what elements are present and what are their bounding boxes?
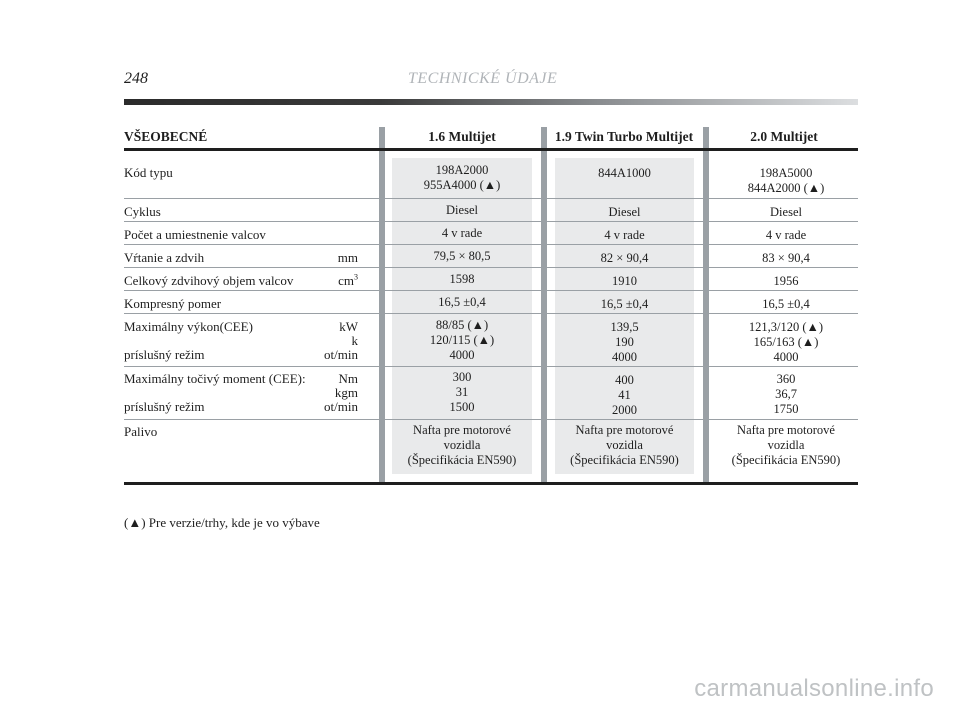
row-label-fuel [124, 425, 358, 439]
row-unit: kW [339, 319, 358, 334]
row-sub-unit: ot/min [324, 399, 358, 414]
cell-line: 4 v rade [604, 228, 645, 242]
table-cell [555, 320, 694, 365]
table-cell [714, 274, 858, 289]
footnote: (▲) Pre verzie/trhy, kde je vo výbave [124, 515, 320, 530]
row-label-text: Celkový zdvihový objem valcov [124, 273, 294, 288]
cell-line: Nafta pre motorové [575, 423, 674, 437]
table-cell [555, 166, 694, 181]
cell-line: 83 × 90,4 [762, 251, 810, 265]
watermark: carmanualsonline.info [694, 675, 934, 702]
cell-line: 844A1000 [598, 166, 651, 180]
table-cell [714, 297, 858, 312]
cell-line: (Špecifikácia EN590) [731, 453, 841, 467]
cell-line: 1500 [449, 400, 475, 414]
row-label-text: Maximálny točivý moment (CEE): [124, 371, 306, 386]
row-label-cycle [124, 205, 358, 219]
cell-line: 121,3/120 (▲) [748, 320, 824, 334]
cell-line: 79,5 × 80,5 [433, 249, 491, 263]
cell-line: vozidla [767, 438, 805, 452]
row-unit-secondary: k [351, 333, 358, 348]
table-cell [392, 163, 532, 193]
cell-line: 165/163 (▲) [753, 335, 819, 349]
table-cell [714, 251, 858, 266]
table-header-label: VŠEOBECNÉ [124, 129, 208, 144]
column-header-1-9-twin-turbo: 1.9 Twin Turbo Multijet [554, 129, 694, 144]
row-label-text: Kompresný pomer [124, 296, 222, 311]
table-cell [714, 228, 858, 243]
cell-line: 955A4000 (▲) [423, 178, 501, 192]
row-label-text: Maximálny výkon(CEE) [124, 319, 253, 334]
table-top-rule [124, 148, 858, 151]
row-rule [124, 198, 858, 199]
cell-line: 400 [615, 373, 634, 387]
row-rule [124, 267, 858, 268]
unit-text: cm [338, 273, 354, 288]
table-cell [392, 370, 532, 415]
row-rule [124, 313, 858, 314]
table-cell [555, 251, 694, 266]
row-label-text: Palivo [124, 424, 158, 439]
cell-line: Diesel [608, 205, 641, 219]
row-label-text: Cyklus [124, 204, 161, 219]
column-separator [541, 127, 547, 485]
cell-line: 139,5 [610, 320, 639, 334]
row-rule [124, 419, 858, 420]
cell-line: 2000 [612, 403, 637, 417]
table-cell [392, 318, 532, 363]
table-cell [392, 249, 532, 264]
table-cell [555, 274, 694, 289]
row-sub-label: príslušný režim [124, 347, 205, 362]
row-label-max-torque [124, 372, 358, 414]
table-cell [714, 320, 858, 365]
cell-line: 36,7 [775, 387, 797, 401]
cell-line: 4 v rade [441, 226, 483, 240]
row-label-text: Počet a umiestnenie valcov [124, 227, 266, 242]
cell-line: 16,5 ±0,4 [600, 297, 649, 311]
table-cell [714, 372, 858, 417]
header-rule [124, 99, 858, 105]
cell-line: 120/115 (▲) [429, 333, 495, 347]
cell-line: 4000 [449, 348, 475, 362]
cell-line: (Špecifikácia EN590) [570, 453, 679, 467]
row-label-text: Vŕtanie a zdvih [124, 250, 205, 265]
table-cell [392, 226, 532, 241]
column-header-2-0-multijet: 2.0 Multijet [750, 129, 818, 144]
cell-line: Nafta pre motorové [413, 423, 511, 437]
cell-line: Diesel [770, 205, 802, 219]
row-label-text: Kód typu [124, 165, 173, 180]
cell-line: 844A2000 (▲) [747, 181, 825, 195]
cell-line: 360 [776, 372, 796, 386]
cell-line: 41 [618, 388, 631, 402]
cell-line: 16,5 ±0,4 [762, 297, 810, 311]
row-sub-unit: ot/min [324, 347, 358, 362]
row-label-bore-stroke [124, 251, 358, 265]
cell-line: 1910 [612, 274, 637, 288]
section-title: TECHNICKÉ ÚDAJE [408, 70, 558, 87]
column-separator [703, 127, 709, 485]
table-cell [392, 272, 532, 287]
cell-line: 1750 [773, 402, 799, 416]
cell-line: 190 [615, 335, 634, 349]
table-cell [714, 423, 858, 468]
cell-line: Nafta pre motorové [737, 423, 835, 437]
row-rule [124, 366, 858, 367]
table-cell [555, 297, 694, 312]
row-label-compression [124, 297, 358, 311]
table-cell [555, 205, 694, 220]
row-unit: Nm [338, 371, 358, 386]
table-cell [392, 295, 532, 310]
table-cell [555, 423, 694, 468]
table-cell [392, 203, 532, 218]
cell-line: 4 v rade [765, 228, 807, 242]
cell-line: 198A5000 [759, 166, 813, 180]
table-bottom-rule [124, 482, 858, 485]
row-rule [124, 221, 858, 222]
cell-line: 82 × 90,4 [600, 251, 649, 265]
row-label-displacement [124, 274, 358, 288]
table-cell [714, 166, 858, 196]
column-separator [379, 127, 385, 485]
cell-line: 31 [455, 385, 469, 399]
cell-line: 88/85 (▲) [435, 318, 489, 332]
row-rule [124, 244, 858, 245]
cell-line: 1598 [449, 272, 475, 286]
table-cell [714, 205, 858, 220]
page-number: 248 [124, 70, 148, 87]
cell-line: 16,5 ±0,4 [438, 295, 486, 309]
row-unit: mm [337, 250, 358, 265]
cell-line: vozidla [443, 438, 481, 452]
cell-line: 4000 [612, 350, 637, 364]
table-cell [555, 228, 694, 243]
cell-line: vozidla [606, 438, 643, 452]
row-unit [338, 274, 358, 288]
unit-superscript: 3 [354, 272, 358, 282]
cell-line: Diesel [446, 203, 478, 217]
row-label-max-power [124, 320, 358, 362]
cell-line: (Špecifikácia EN590) [407, 453, 517, 467]
cell-line: 300 [452, 370, 472, 384]
row-label-cylinders [124, 228, 358, 242]
row-rule [124, 290, 858, 291]
table-cell [555, 373, 694, 418]
cell-line: 4000 [773, 350, 799, 364]
cell-line: 198A2000 [435, 163, 489, 177]
table-cell [392, 423, 532, 468]
row-label-type-code [124, 166, 358, 180]
row-sub-label: príslušný režim [124, 399, 205, 414]
cell-line: 1956 [773, 274, 799, 288]
column-header-1-6-multijet: 1.6 Multijet [428, 129, 496, 144]
row-unit-secondary: kgm [334, 385, 358, 400]
